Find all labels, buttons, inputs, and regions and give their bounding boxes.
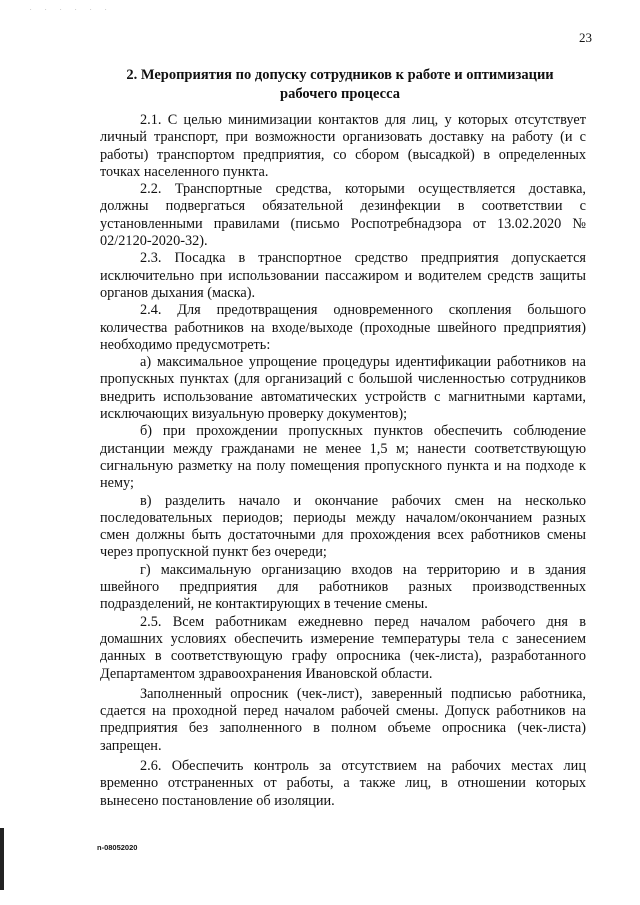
section-heading-line-1: 2. Мероприятия по допуску сотрудников к работе и оптимизации (126, 67, 554, 83)
paragraph-2-5: 2.5. Всем работникам ежедневно перед началом рабочего дня в домашних условиях обеспечить измерение температуры тела с занесением данных в соответствующую графу опросника (чек-листа), разработанного Департаментом здравоохранения Ивановской области. (100, 613, 586, 682)
scan-artifacts: . . . . . . (30, 6, 113, 12)
paragraph-2-2: 2.2. Транспортные средства, которыми осуществляется доставка, должны подвергаться обязательной дезинфекции в соответствии с установленными правилами (письмо Роспотребнадзора от 13.02.2020 № 02/2120-2020-32). (100, 181, 586, 250)
paragraph-2-6: 2.6. Обеспечить контроль за отсутствием на рабочих местах лиц временно отстраненных от работы, а также лиц, в отношении которых вынесено постановление об изоляции. (100, 757, 586, 809)
document-code: n-08052020 (97, 843, 138, 852)
scan-edge-mark (0, 828, 4, 890)
paragraph-2-4: 2.4. Для предотвращения одновременного скопления большого количества работников на входе/выходе (проходные швейного предприятия) необходимо предусмотреть: (100, 302, 586, 353)
paragraph-2-4-c: в) разделить начало и окончание рабочих смен на несколько последовательных периодов; периоды между началом/окончанием разных смен должны быть достаточными для прохождения всех работников смены через пропускной пункт без очереди; (100, 492, 586, 561)
paragraph-2-3: 2.3. Посадка в транспортное средство предприятия допускается исключительно при использовании пассажиром и водителем средств защиты органов дыхания (маска). (100, 250, 586, 301)
paragraph-2-5-checklist: Заполненный опросник (чек-лист), заверенный подписью работника, сдается на проходной перед началом рабочей смены. Допуск работников на предприятия без заполненного в полном объеме опросника (чек-листа) запрещен. (100, 685, 586, 754)
section-heading-line-2: рабочего процесса (280, 86, 400, 102)
section-heading (100, 66, 580, 104)
section-body (100, 112, 586, 810)
page-number: 23 (579, 30, 592, 45)
paragraph-2-4-b: б) при прохождении пропускных пунктов обеспечить соблюдение дистанции между гражданами не менее 1,5 м; нанести соответствующую сигнальную разметку на полу помещения пропускного пункта и на подходе к нему; (100, 423, 586, 492)
paragraph-2-1: 2.1. С целью минимизации контактов для лиц, у которых отсутствует личный транспорт, при возможности организовать доставку на работу (и с работы) транспортом предприятия, со сбором (высадкой) в определенных точках населенного пункта. (100, 112, 586, 180)
paragraph-2-4-a: а) максимальное упрощение процедуры идентификации работников на пропускных пунктах (для организаций с большой численностью сотрудников внедрить использование автоматических устройств с магнитными картами, исключающих визуальную проверку документов); (100, 354, 586, 423)
paragraph-2-4-d: г) максимальную организацию входов на территорию и в здания швейного предприятия для работников разных производственных подразделений, не контактирующих в течение смены. (100, 561, 586, 613)
